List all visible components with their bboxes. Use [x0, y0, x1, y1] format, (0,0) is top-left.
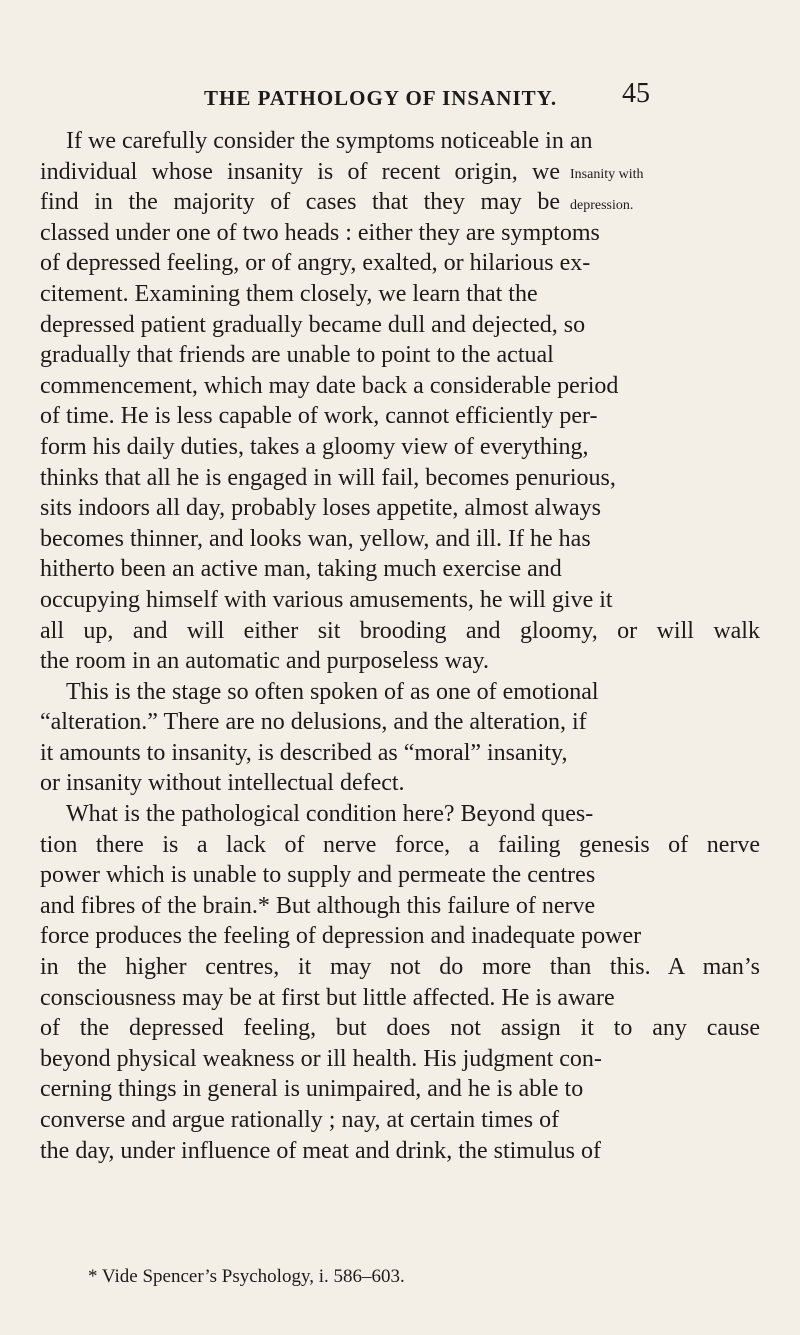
text-line [40, 1105, 760, 1136]
text-line [40, 187, 760, 218]
text-line [40, 768, 760, 799]
margin-note-line-2: depression. [570, 198, 634, 213]
line-text: and fibres of the brain.* But although this failure of nerve [40, 892, 596, 919]
text-line [40, 1136, 760, 1167]
text-line [40, 891, 760, 922]
line-text: “alteration.” There are no delusions, and the alteration, if [40, 709, 587, 736]
text-line [40, 860, 760, 891]
line-text: This is the stage so often spoken of as one of emotional [66, 678, 599, 705]
line-text: or insanity without intellectual defect. [40, 770, 405, 797]
line-text: thinks that all he is engaged in will fail, becomes penurious, [40, 464, 616, 491]
line-text: of depressed feeling, or of angry, exalted, or hilarious ex- [40, 250, 591, 277]
line-text: all up, and will either sit brooding and gloomy, or will walk [40, 617, 760, 644]
text-line [40, 371, 760, 402]
text-line [40, 554, 760, 585]
text-line [40, 463, 760, 494]
text-line [40, 310, 760, 341]
text-line [40, 738, 760, 769]
text-line [40, 707, 760, 738]
text-line [40, 921, 760, 952]
page-number: 45 [622, 78, 650, 109]
body-text [40, 126, 760, 1166]
running-head [0, 78, 800, 118]
line-text: it amounts to insanity, is described as “moral” insanity, [40, 739, 568, 766]
line-text: consciousness may be at first but little affected. He is aware [40, 984, 615, 1011]
line-text: citement. Examining them closely, we learn that the [40, 280, 538, 307]
line-text: find in the majority of cases that they may be [40, 189, 561, 216]
running-head-title: THE PATHOLOGY OF INSANITY. [204, 86, 558, 110]
text-line [40, 432, 760, 463]
text-line [40, 585, 760, 616]
text-line [40, 126, 760, 157]
line-text: individual whose insanity is of recent origin, we [40, 158, 560, 185]
text-line [40, 493, 760, 524]
text-line [40, 157, 760, 188]
line-text: If we carefully consider the symptoms noticeable in an [66, 128, 593, 154]
line-text: cerning things in general is unimpaired, and he is able to [40, 1076, 584, 1103]
text-line [40, 401, 760, 432]
line-text: becomes thinner, and looks wan, yellow, and ill. If he has [40, 525, 591, 552]
margin-note-line-1: Insanity with [570, 167, 644, 182]
line-text: power which is unable to supply and permeate the centres [40, 862, 596, 889]
text-line [40, 1074, 760, 1105]
text-line [40, 983, 760, 1014]
text-line [40, 799, 760, 830]
text-line [40, 279, 760, 310]
line-text: of time. He is less capable of work, cannot efficiently per- [40, 403, 598, 430]
line-text: occupying himself with various amusements, he will give it [40, 586, 613, 613]
line-text: classed under one of two heads : either they are symptoms [40, 219, 600, 246]
line-text: converse and argue rationally ; nay, at certain times of [40, 1107, 560, 1133]
text-line [40, 616, 760, 647]
line-text: gradually that friends are unable to point to the actual [40, 342, 554, 369]
line-text: commencement, which may date back a considerable period [40, 372, 619, 399]
line-text: sits indoors all day, probably loses appetite, almost always [40, 495, 602, 522]
text-line [40, 677, 760, 708]
text-line [40, 1013, 760, 1044]
line-text: the day, under influence of meat and drink, the stimulus of [40, 1137, 601, 1164]
line-text: tion there is a lack of nerve force, a failing genesis of nerve [40, 831, 760, 858]
line-text: depressed patient gradually became dull and dejected, so [40, 311, 586, 338]
line-text: What is the pathological condition here? Beyond ques- [66, 801, 594, 828]
text-line [40, 524, 760, 555]
line-text: hitherto been an active man, taking much exercise and [40, 556, 562, 583]
line-text: force produces the feeling of depression and inadequate power [40, 923, 642, 950]
text-line [40, 830, 760, 861]
line-text: form his daily duties, takes a gloomy view of everything, [40, 433, 589, 460]
line-text: of the depressed feeling, but does not assign it to any cause [40, 1015, 760, 1042]
text-line [40, 248, 760, 279]
text-line [40, 340, 760, 371]
line-text: beyond physical weakness or ill health. His judgment con- [40, 1045, 602, 1072]
text-line [40, 218, 760, 249]
text-line [40, 646, 760, 677]
text-line [40, 1044, 760, 1075]
line-text: in the higher centres, it may not do more than this. A man’s [40, 954, 760, 981]
footnote: * Vide Spencer’s Psychology, i. 586–603. [88, 1266, 405, 1287]
text-line [40, 952, 760, 983]
line-text: the room in an automatic and purposeless way. [40, 648, 489, 675]
